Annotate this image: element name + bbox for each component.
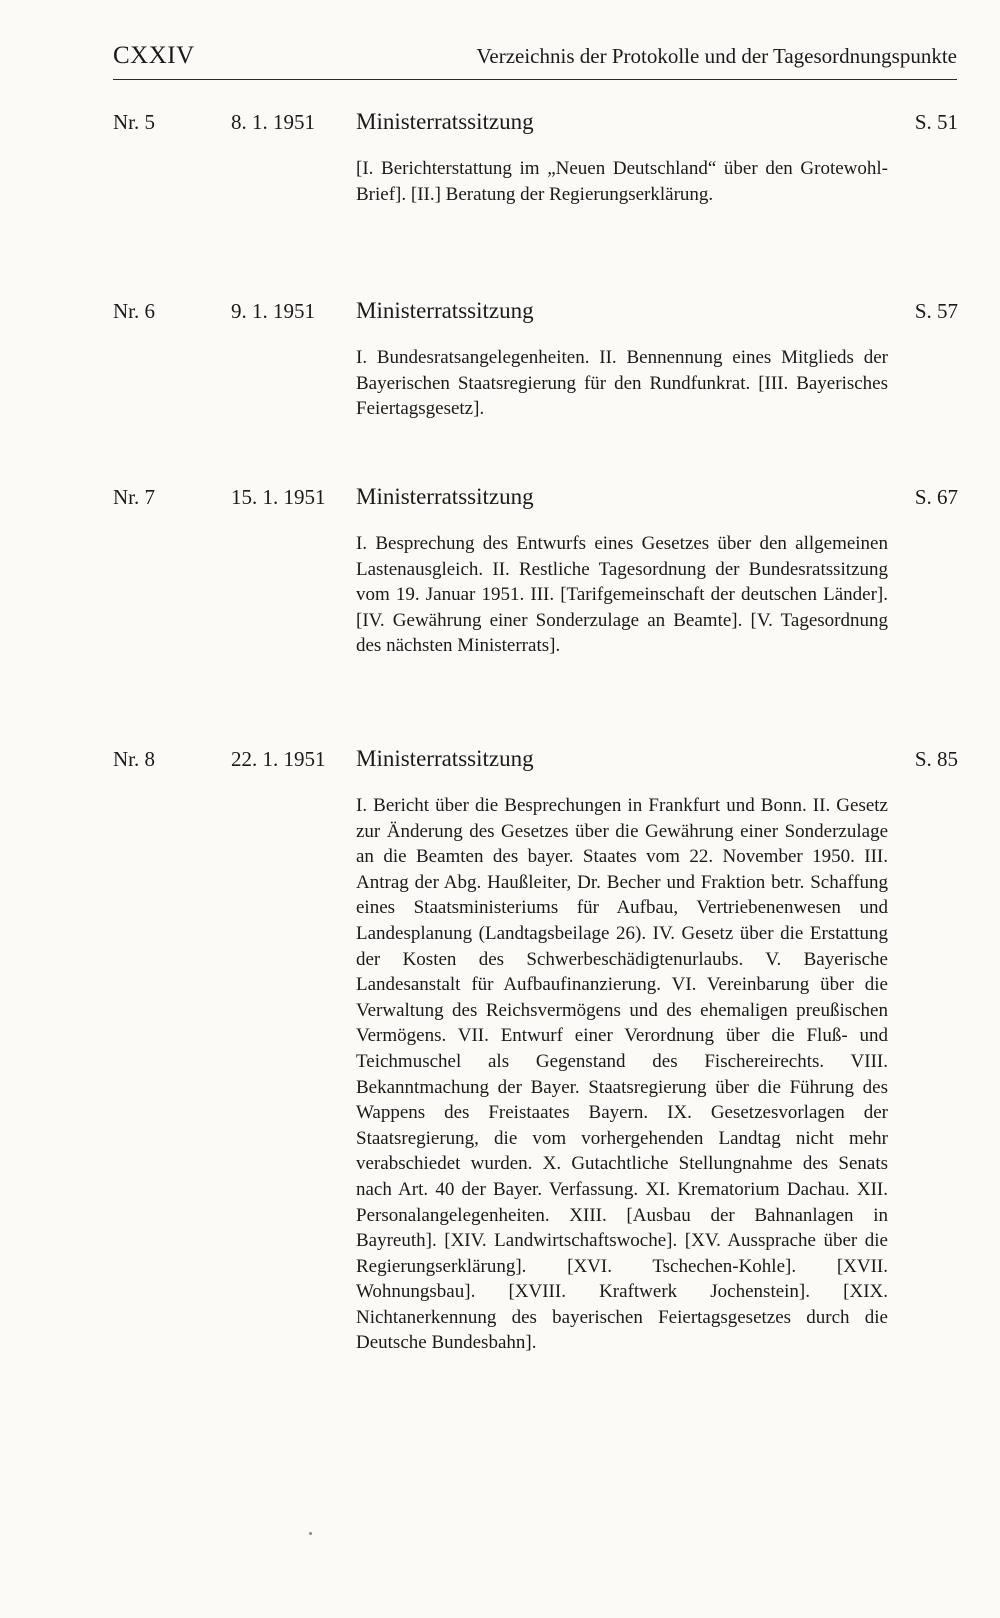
- entry-title: Ministerratssitzung: [356, 484, 534, 509]
- header-divider: [113, 79, 957, 80]
- entry-page-ref: S. 67: [914, 485, 958, 509]
- entry-number: Nr. 5: [113, 110, 155, 134]
- entry-number: Nr. 7: [113, 485, 155, 509]
- entry-agenda: I. Bundesratsangelegenheiten. II. Bennennung eines Mitglieds der Bayerischen Staatsregierung für den Rundfunkrat. [III. Bayerisches Feiertagsgesetz].: [356, 347, 888, 420]
- entry-number: Nr. 6: [113, 299, 155, 323]
- entry-page-ref: S. 51: [914, 110, 958, 134]
- entry-date: 9. 1. 1951: [231, 299, 315, 323]
- entry-page-ref: S. 57: [914, 299, 958, 323]
- entry-number: Nr. 8: [113, 747, 155, 771]
- running-head: [113, 42, 957, 82]
- paper-speck: [309, 1532, 312, 1535]
- page-number: CXXIV: [113, 42, 195, 69]
- entry-title: Ministerratssitzung: [356, 109, 534, 134]
- entry-date: 15. 1. 1951: [231, 485, 326, 509]
- entry-agenda: [I. Berichterstattung im „Neuen Deutschland“ über den Grotewohl-Brief]. [II.] Beratung der Regierungserklärung.: [356, 158, 888, 205]
- entry-title: Ministerratssitzung: [356, 746, 534, 771]
- entry-page-ref: S. 85: [914, 747, 958, 771]
- running-head-title: Verzeichnis der Protokolle und der Tagesordnungspunkte: [476, 44, 957, 68]
- entry-agenda: I. Besprechung des Entwurfs eines Gesetzes über den allgemeinen Lastenausgleich. II. Restliche Tagesordnung der Bundesratssitzung vom 19. Januar 1951. III. [Tarifgemeinschaft der deutschen Länder]. [IV. Gewährung einer Sonderzulage an Beamte]. [V. Tagesordnung des nächsten Ministerrats].: [356, 533, 888, 657]
- entry-date: 22. 1. 1951: [231, 747, 326, 771]
- entry-title: Ministerratssitzung: [356, 298, 534, 323]
- entry-date: 8. 1. 1951: [231, 110, 315, 134]
- entry-agenda: I. Bericht über die Besprechungen in Frankfurt und Bonn. II. Gesetz zur Änderung des Gesetzes über die Gewährung einer Sonderzulage an die Beamten des bayer. Staates vom 22. November 1950. III. Antrag der Abg. Haußleiter, Dr. Becher und Fraktion betr. Schaffung eines Staatsministeriums für Aufbau, Vertriebenenwesen und Landesplanung (Landtagsbeilage 26). IV. Gesetz über die Erstattung der Kosten des Schwerbeschädigtenurlaubs. V. Bayerische Landesanstalt für Aufbaufinanzierung. VI. Vereinbarung über die Verwaltung des Reichsvermögens und des ehemaligen preußischen Vermögens. VII. Entwurf einer Verordnung über die Fluß- und Teichmuschel als Gegenstand des Fischereirechts. VIII. Bekanntmachung der Bayer. Staatsregierung über die Führung des Wappens des Freistaates Bayern. IX. Gesetzesvorlagen der Staatsregierung, die vom vorhergehenden Landtag nicht mehr verabschiedet wurden. X. Gutachtliche Stellungnahme des Senats nach Art. 40 der Bayer. Verfassung. XI. Krematorium Dachau. XII. Personalangelegenheiten. XIII. [Ausbau der Bahnanlagen in Bayreuth]. [XIV. Landwirtschaftswoche]. [XV. Aussprache über die Regierungserklärung]. [XVI. Tschechen-Kohle]. [XVII. Wohnungsbau]. [XVIII. Kraftwerk Jochenstein]. [XIX. Nichtanerkennung des bayerischen Feiertagsgesetzes durch die Deutsche Bundesbahn].: [356, 795, 888, 1354]
